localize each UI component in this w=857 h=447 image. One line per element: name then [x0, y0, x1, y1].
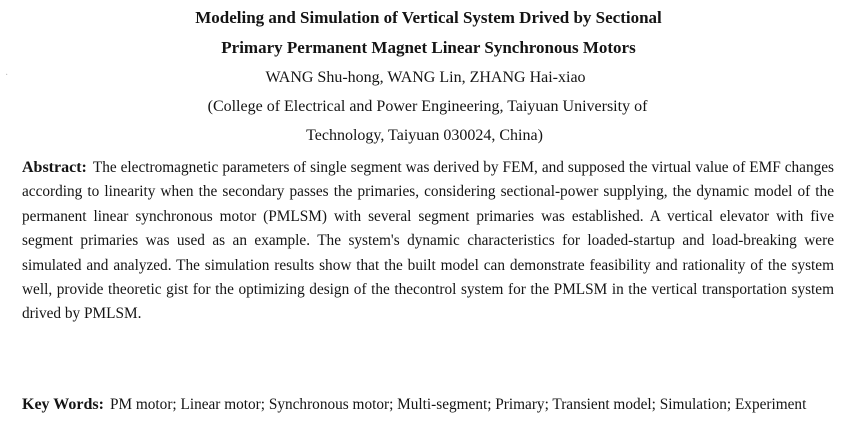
abstract-label: Abstract: [22, 159, 87, 176]
paper-title-line-2: Primary Permanent Magnet Linear Synchronous Motors [221, 38, 636, 57]
abstract-text: The electromagnetic parameters of single segment was derived by FEM, and supposed the virtual value of EMF changes according to linearity when the secondary passes the primaries, considering sectional-power supplying, the dynamic model of the permanent linear synchronous motor (PMLSM) with several segment primaries was established. A vertical elevator with five segment primaries was used as an example. The system's dynamic characteristics for loaded-startup and load-breaking were simulated and analyzed. The simulation results show that the built model can demonstrate feasibility and rationality of the system well, provide theoretic gist for the optimizing design of the thecontrol system for the PMLSM in the vertical transportation system drived by PMLSM. [22, 159, 834, 323]
keywords-paragraph [22, 393, 834, 417]
keywords-label: Key Words: [22, 396, 104, 413]
abstract-paragraph [22, 156, 834, 327]
author-list: WANG Shu-hong, WANG Lin, ZHANG Hai-xiao [265, 69, 586, 86]
paper-title-line-1: Modeling and Simulation of Vertical System Drived by Sectional [195, 8, 662, 27]
keywords-text: PM motor; Linear motor; Synchronous motor; Multi-segment; Primary; Transient model; Simulation; Experiment [109, 396, 807, 413]
affiliation-line-2: Technology, Taiyuan 030024, China) [306, 127, 543, 144]
affiliation-line-1: (College of Electrical and Power Engineering, Taiyuan University of [207, 98, 648, 115]
scan-edge-mark: · [5, 70, 9, 81]
